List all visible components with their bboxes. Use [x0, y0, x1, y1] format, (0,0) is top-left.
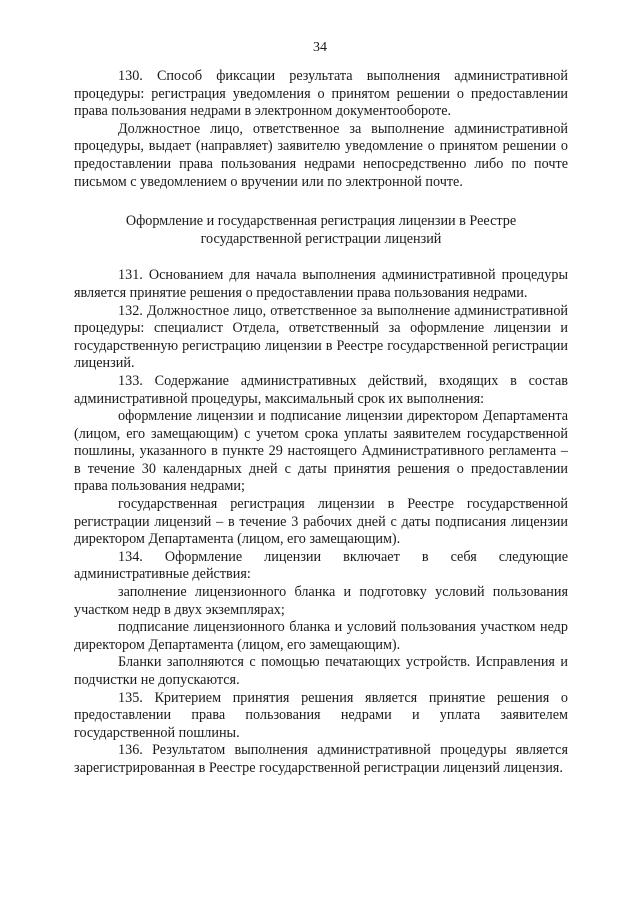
- paragraph-131: 131. Основанием для начала выполнения административной процедуры является принятие решения о предоставлении права пользования недрами.: [74, 267, 568, 301]
- paragraph-135: 135. Критерием принятия решения является принятие решения о предоставлении права пользования недрами и уплата заявителем государственной пошлины.: [74, 689, 568, 741]
- paragraph-132: 132. Должностное лицо, ответственное за выполнение административной процедуры: специалист Отдела, ответственный за оформление лицензии и государственную регистрацию лицензии в Реестре государственной регистрации лицензий.: [74, 302, 568, 372]
- section-heading: Оформление и государственная регистрация лицензии в Реестре государственной регистрации лицензий: [125, 213, 517, 247]
- page-number: 34: [313, 40, 327, 55]
- paragraph-133-item-2: государственная регистрация лицензии в Реестре государственной регистрации лицензий – в течение 3 рабочих дней с даты подписания лицензии директором Департамента (лицом, его замещающим).: [74, 496, 568, 548]
- document-body: [74, 68, 568, 778]
- paragraph-134-item-1: заполнение лицензионного бланка и подготовку условий пользования участком недр в двух экземплярах;: [74, 584, 568, 618]
- paragraph-134-forms-note: Бланки заполняются с помощью печатающих устройств. Исправления и подчистки не допускаются.: [74, 654, 568, 688]
- paragraph-133: 133. Содержание административных действий, входящих в состав административной процедуры, максимальный срок их выполнения:: [74, 372, 568, 407]
- paragraph-130-responsible: Должностное лицо, ответственное за выполнение административной процедуры, выдает (направляет) заявителю уведомление о принятом решении о предоставлении права пользования недрами непосредственно либо по почте письмом с уведомлением о вручении или по электронной почте.: [74, 120, 568, 190]
- paragraph-130: 130. Способ фиксации результата выполнения административной процедуры: регистрация уведомления о принятом решении о предоставлении права пользования недрами в электронном документообороте.: [74, 68, 568, 120]
- spacer: [74, 191, 568, 213]
- paragraph-134-item-2: подписание лицензионного бланка и условий пользования участком недр директором Департамента (лицом, его замещающим).: [74, 619, 568, 653]
- paragraph-133-item-1: оформление лицензии и подписание лицензии директором Департамента (лицом, его замещающим) с учетом срока уплаты заявителем государственной пошлины, указанного в пункте 29 настоящего Административного регламента – в течение 30 календарных дней с даты принятия решения о предоставлении права пользования недрами;: [74, 408, 568, 495]
- spacer: [74, 248, 568, 267]
- paragraph-136: 136. Результатом выполнения административной процедуры является зарегистрированная в Реестре государственной регистрации лицензий лицензия.: [74, 742, 568, 776]
- paragraph-134: 134. Оформление лицензии включает в себя следующие административные действия:: [74, 548, 568, 583]
